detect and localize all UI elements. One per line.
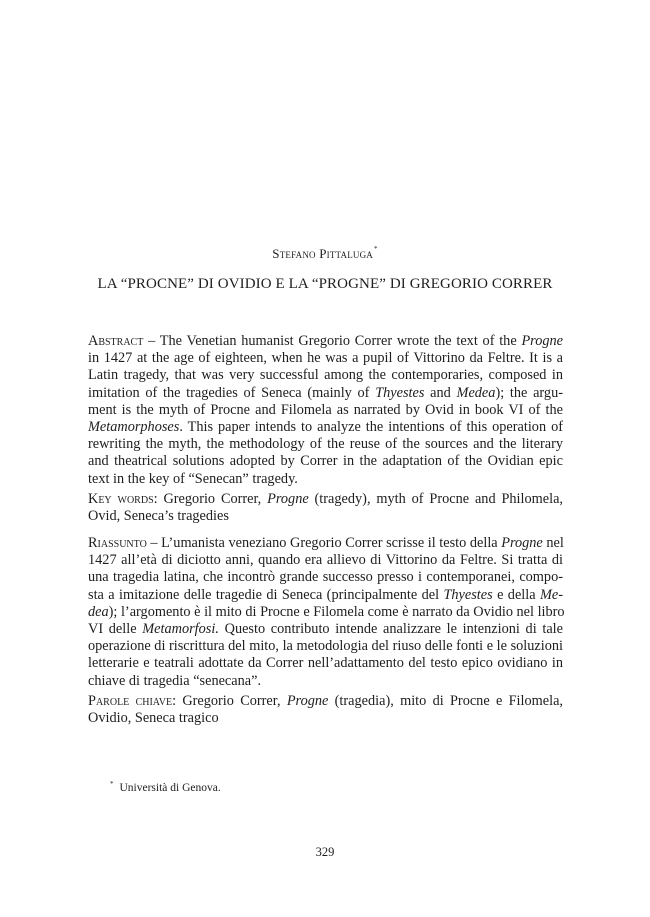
- text-line: rewriting the myth, the methodology of the reuse of the sources and the literary: [88, 436, 563, 453]
- text-line: Abstract – The Venetian humanist Gregorio Correr wrote the text of the Progne: [88, 333, 563, 349]
- keywords-section: [88, 491, 563, 525]
- riassunto-paragraph: [88, 535, 563, 690]
- text-line: 1427 all’età di diciotto anni, quando era allievo di Vittorino da Feltre. Si tratta di: [88, 552, 563, 569]
- text-line: Ovidio, Seneca tragico: [88, 710, 219, 727]
- text-line: chiave di tragedia “senecana”.: [88, 672, 262, 689]
- section-label: Key words: [88, 491, 154, 507]
- paper-title: LA “PROCNE” DI OVIDIO E LA “PROGNE” DI GREGORIO CORRER: [97, 276, 553, 292]
- text-line: operazione di riscrittura del mito, la metodologia del riuso delle fonti e le soluzioni: [88, 638, 563, 655]
- parole-chiave-paragraph: [88, 693, 563, 727]
- text-line: sta a imitazione delle tragedie di Seneca (principalmente del Thyestes e della Me-: [88, 586, 564, 603]
- footnote-mark: *: [110, 780, 114, 788]
- text-line: dea); l’argomento è il mito di Procne e Filomela come è narrato da Ovidio nel libro: [88, 603, 565, 620]
- text-line: Metamorphoses. This paper intends to analyze the intentions of this operation of: [88, 419, 563, 436]
- italic-term: Me-: [539, 586, 564, 603]
- abstract-section: [88, 333, 563, 488]
- text-line: in 1427 at the age of eighteen, when he was a pupil of Vittorino da Feltre. It is a: [88, 350, 563, 367]
- italic-term: Metamorphoses: [88, 419, 180, 436]
- parole-chiave-section: [88, 693, 563, 727]
- text-line: imitation of the tragedies of Seneca (mainly of Thyestes and Medea); the argu-: [88, 384, 563, 401]
- author-name-text: Stefano Pittaluga: [272, 246, 373, 261]
- text-line: Ovid, Seneca’s tragedies: [88, 508, 229, 525]
- keywords-paragraph: [88, 491, 563, 525]
- text-line: Latin tragedy, that was very successful among the contemporaries, composed in: [88, 367, 563, 384]
- italic-term: Progne: [267, 491, 309, 507]
- text-line: ment is the myth of Procne and Filomela as narrated by Ovid in book VI of the: [88, 401, 563, 418]
- section-label: Parole chiave: [88, 693, 173, 709]
- italic-term: Thyestes: [375, 384, 425, 401]
- footnote-text: Università di Genova.: [119, 782, 221, 794]
- italic-term: Medea: [456, 384, 496, 401]
- text-line: letterarie e teatrali adottate da Correr nell’adattamento del testo epico ovidiano in: [88, 655, 563, 672]
- italic-term: dea: [88, 603, 109, 620]
- section-label: Riassunto: [88, 535, 147, 551]
- italic-term: Metamorfosi.: [142, 621, 219, 638]
- section-label: Abstract: [88, 333, 144, 349]
- text-line: VI delle Metamorfosi. Questo contributo intende analizzare le intenzioni di tale: [88, 621, 563, 638]
- italic-term: Thyestes: [443, 586, 493, 603]
- riassunto-section: [88, 535, 563, 690]
- text-line: and theatrical solutions adopted by Correr in the adaptation of the Ovidian epic: [88, 453, 563, 470]
- text-line: una tragedia latina, che incontrò grande successo presso i contemporanei, compo-: [88, 569, 563, 586]
- page-number: 329: [315, 845, 335, 859]
- text-line: Parole chiave: Gregorio Correr, Progne (tragedia), mito di Procne e Filomela,: [88, 693, 563, 709]
- italic-term: Progne: [286, 693, 329, 709]
- abstract-paragraph: [88, 333, 563, 488]
- author-footnote-mark: *: [374, 245, 378, 253]
- text-line: Key words: Gregorio Correr, Progne (tragedy), myth of Procne and Philomela,: [88, 491, 564, 507]
- italic-term: Progne: [501, 535, 543, 551]
- text-line: text in the key of “Senecan” tragedy.: [88, 470, 298, 487]
- footnote: [110, 780, 221, 794]
- text-line: Riassunto – L’umanista veneziano Gregorio Correr scrisse il testo della Progne nel: [88, 535, 564, 551]
- author-name: [0, 245, 650, 262]
- italic-term: Progne: [521, 333, 563, 349]
